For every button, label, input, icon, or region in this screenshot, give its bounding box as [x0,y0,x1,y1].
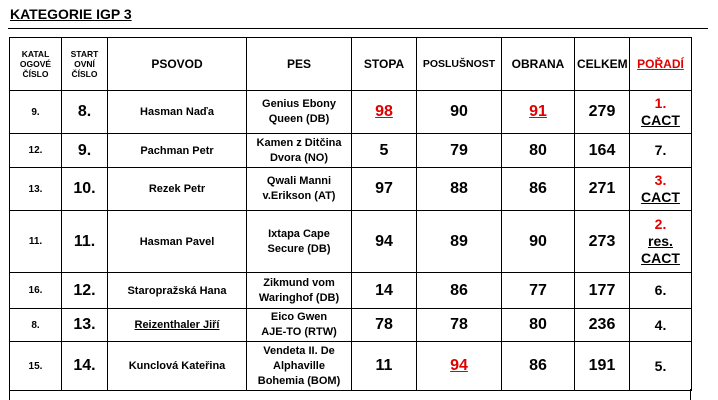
pes-line: Alphaville [273,359,325,372]
poslusnost-value: 94 [450,357,468,374]
poslusnost-cell [417,342,502,391]
poslusnost-cell: 78 [417,309,502,342]
psovod-name: Reizenthaler Jiří [134,319,220,331]
start-cell: 8. [62,91,108,134]
divider [8,28,708,29]
obrana-cell: 77 [502,273,575,309]
stopa-cell: 94 [352,211,417,273]
start-cell: 13. [62,309,108,342]
katal-cell: 13. [10,168,62,211]
psovod-cell [108,309,247,342]
pes-cell [247,342,352,391]
stopa-cell: 78 [352,309,417,342]
poradi-cell: 4. [630,309,692,342]
obrana-cell: 80 [502,134,575,168]
psovod-cell: Staropražská Hana [108,273,247,309]
celkem-cell: 164 [575,134,630,168]
poslusnost-cell: 89 [417,211,502,273]
pes-line: Secure (DB) [267,242,331,255]
header-psovod: PSOVOD [108,38,247,91]
obrana-cell: 86 [502,342,575,391]
celkem-cell: 191 [575,342,630,391]
pes-cell [247,134,352,168]
pes-line: Queen (DB) [268,113,330,125]
stopa-value: 98 [375,103,393,120]
katal-cell: 15. [10,342,62,391]
celkem-cell: 236 [575,309,630,342]
poslusnost-cell: 79 [417,134,502,168]
katal-cell: 8. [10,309,62,342]
katal-cell: 12. [10,134,62,168]
header-poradi: POŘADÍ [630,38,692,91]
start-cell: 14. [62,342,108,391]
poradi-cell: 6. [630,273,692,309]
poradi-title: CACT [641,189,680,205]
psovod-cell: Pachman Petr [108,134,247,168]
poradi-place: 2. [654,216,667,232]
pes-line: Zikmund vom [263,276,335,289]
pes-cell [247,309,352,342]
poslusnost-cell: 86 [417,273,502,309]
start-cell: 9. [62,134,108,168]
stopa-cell [352,91,417,134]
pes-line: v.Erikson (AT) [262,190,336,202]
pes-line: Ixtapa Cape [268,227,330,240]
pes-cell [247,91,352,134]
pes-line: Vendeta II. De [263,344,335,357]
poradi-cell: 7. [630,134,692,168]
pes-cell [247,211,352,273]
katal-cell: 9. [10,91,62,134]
stopa-cell: 5 [352,134,417,168]
celkem-cell: 271 [575,168,630,211]
pes-line: Eico Gwen [270,311,328,323]
table-row [10,342,692,391]
pes-line: Bohemia (BOM) [257,374,341,387]
table-row [10,168,692,211]
celkem-cell: 273 [575,211,630,273]
poradi-cell [630,211,692,273]
table-row [10,91,692,134]
header-obrana: OBRANA [502,38,575,91]
page-title: KATEGORIE IGP 3 [10,6,132,22]
obrana-cell [502,91,575,134]
stopa-cell: 11 [352,342,417,391]
poradi-title: CACT [641,112,680,128]
obrana-cell: 80 [502,309,575,342]
obrana-cell: 90 [502,211,575,273]
poradi-cell [630,91,692,134]
stopa-cell: 14 [352,273,417,309]
pes-line: Genius Ebony [262,98,336,110]
pes-line: Kamen z Ditčina [256,136,342,149]
start-cell: 12. [62,273,108,309]
table-row [10,134,692,168]
poslusnost-cell: 88 [417,168,502,211]
obrana-value: 91 [529,103,547,120]
header-katal: KATAL OGOVÉ ČÍSLO [10,38,62,91]
poradi-title: res. [648,233,673,249]
table-continuation [9,389,691,400]
pes-line: Waringhof (DB) [258,291,340,304]
results-table [9,37,692,391]
pes-cell [247,273,352,309]
psovod-cell: Hasman Naďa [108,91,247,134]
poradi-place: 3. [654,172,667,188]
poradi-cell [630,168,692,211]
header-stopa: STOPA [352,38,417,91]
poradi-cell: 5. [630,342,692,391]
table-row [10,309,692,342]
pes-cell [247,168,352,211]
poradi-place: 1. [654,95,667,111]
celkem-cell: 279 [575,91,630,134]
obrana-cell: 86 [502,168,575,211]
pes-line: Dvora (NO) [269,151,329,164]
header-pes: PES [247,38,352,91]
table-row [10,211,692,273]
katal-cell: 11. [10,211,62,273]
poslusnost-cell: 90 [417,91,502,134]
stopa-cell: 97 [352,168,417,211]
start-cell: 10. [62,168,108,211]
celkem-cell: 177 [575,273,630,309]
table-row [10,273,692,309]
psovod-cell: Rezek Petr [108,168,247,211]
header-row [10,38,692,91]
psovod-cell: Kunclová Kateřina [108,342,247,391]
psovod-cell: Hasman Pavel [108,211,247,273]
header-start: START OVNÍ ČÍSLO [62,38,108,91]
header-poslusnost: POSLUŠNOST [417,38,502,91]
header-celkem: CELKEM [575,38,630,91]
pes-line: AJE-TO (RTW) [261,326,337,338]
katal-cell: 16. [10,273,62,309]
pes-line: Qwali Manni [266,175,332,187]
poradi-title: CACT [641,250,680,266]
start-cell: 11. [62,211,108,273]
